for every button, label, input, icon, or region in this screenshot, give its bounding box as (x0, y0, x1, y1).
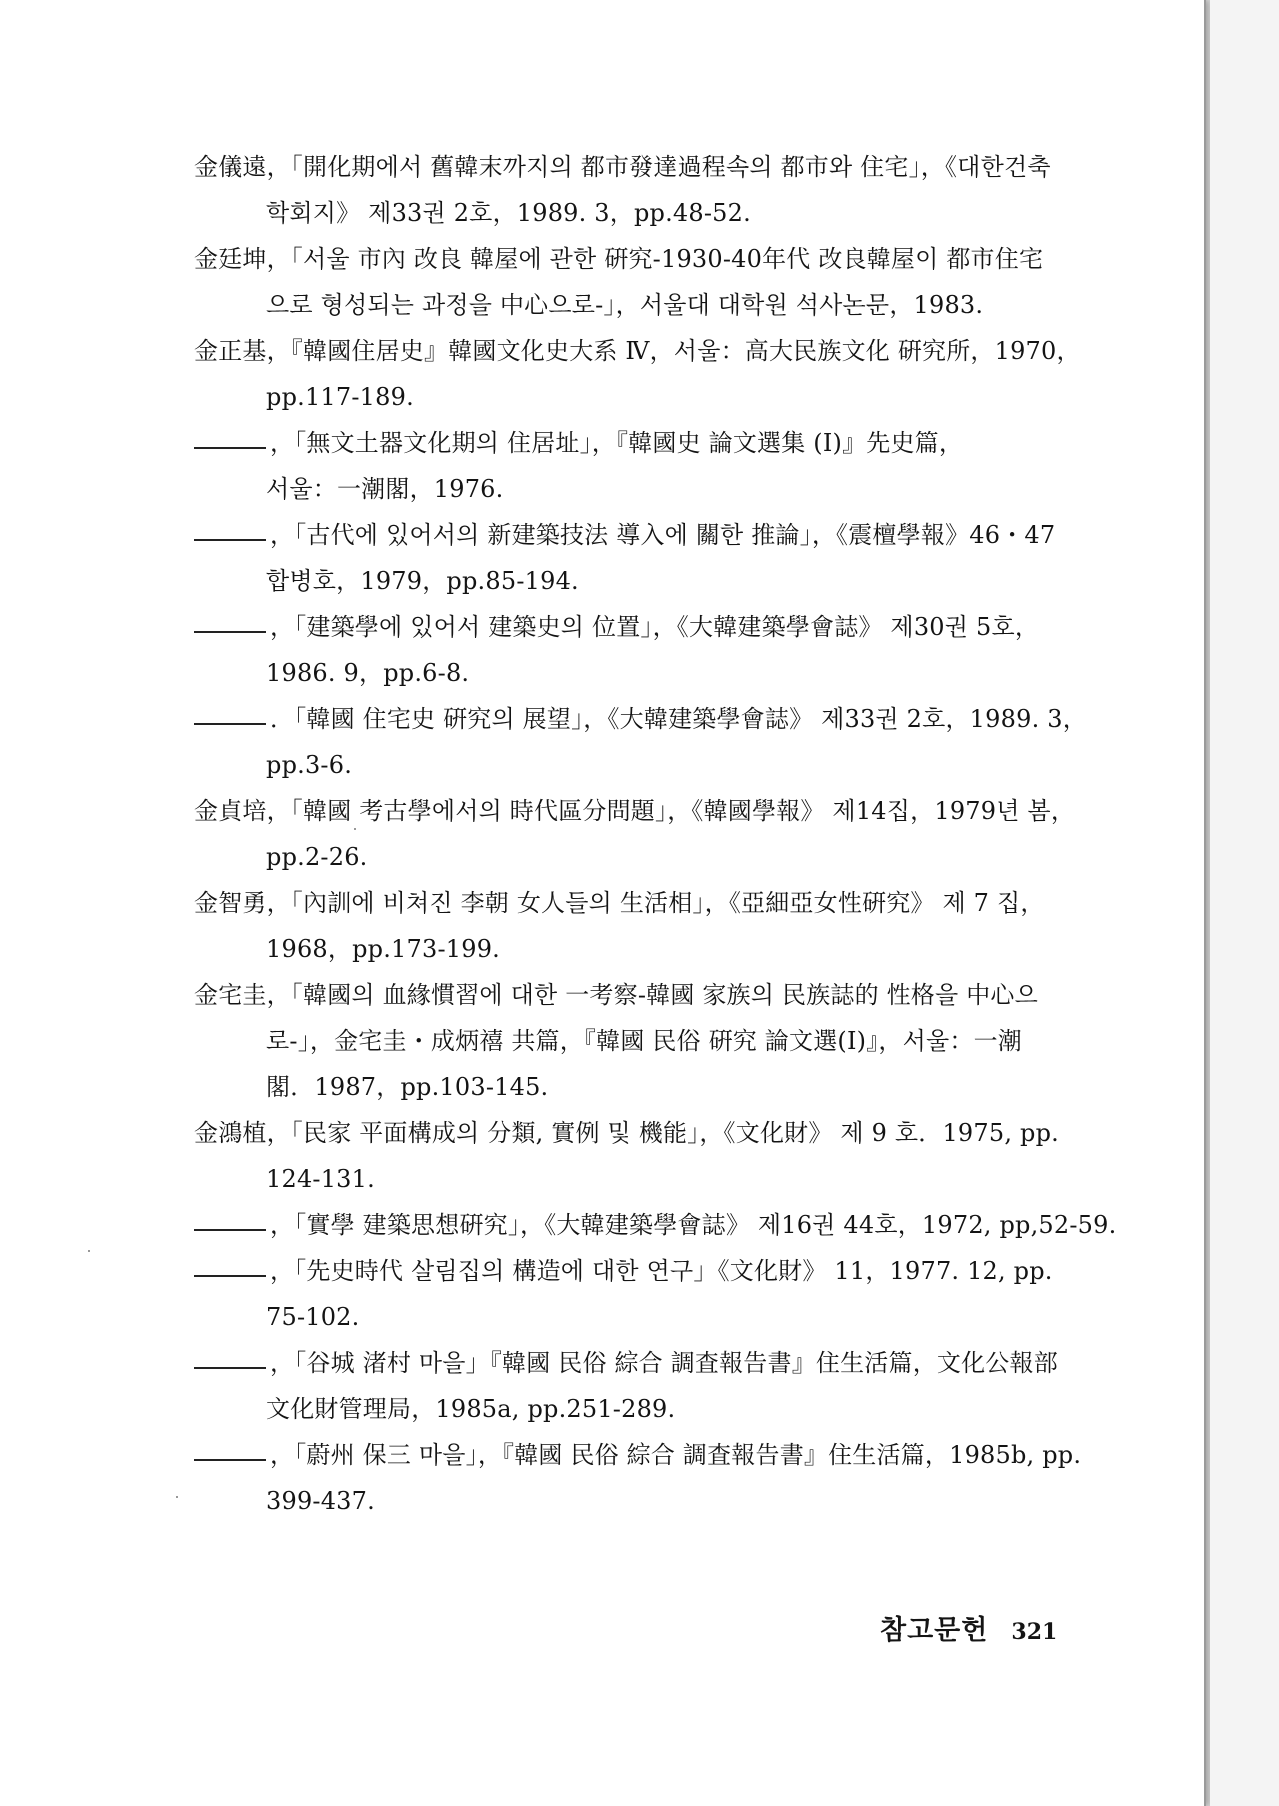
reference-line: ，「建築學에 있어서 建築史의 位置」，《大韓建築學會誌》 제30권 5호， (270, 613, 1040, 641)
reference-line: 학회지》 제33권 2호，1989. 3，pp.48-52. (266, 199, 751, 227)
reference-line: pp.3-6. (266, 751, 353, 779)
reference-line: ，「古代에 있어서의 新建築技法 導入에 關한 推論」，《震檀學報》46・47 (270, 521, 1056, 549)
same-author-dash (194, 1458, 266, 1461)
reference-line: 金宅圭，「韓國의 血緣慣習에 대한 一考察-韓國 家族의 民族誌的 性格을 中心으 (194, 981, 1038, 1009)
scan-speck (88, 1250, 90, 1252)
same-author-dash (194, 538, 266, 541)
reference-entry (194, 1248, 1104, 1340)
reference-line: 金智勇，「內訓에 비쳐진 李朝 女人들의 生活相」，《亞細亞女性硏究》 제 7 집， (194, 889, 1045, 917)
reference-line: ，「蔚州 保三 마을」，『韓國 民俗 綜合 調査報告書』住生活篇，1985b, pp. (270, 1441, 1082, 1469)
reference-line: 로-」，金宅圭・成炳禧 共篇，『韓國 民俗 硏究 論文選(Ⅰ)』，서울：一潮 (266, 1027, 1022, 1055)
reference-entry (194, 1202, 1117, 1248)
reference-line: 1986. 9，pp.6-8. (266, 659, 470, 687)
reference-line: 文化財管理局，1985a, pp.251-289. (266, 1395, 676, 1423)
page-footer (880, 1608, 1057, 1647)
reference-entry (194, 512, 1104, 604)
same-author-dash (194, 1366, 266, 1369)
reference-entry (194, 1110, 1104, 1202)
reference-line: 金貞培，「韓國 考古學에서의 時代區分問題」，《韓國學報》 제14집，1979년 봄， (194, 797, 1076, 825)
same-author-dash (194, 630, 266, 633)
reference-entry (194, 788, 1104, 880)
reference-line: 399-437. (266, 1487, 375, 1515)
reference-entry (194, 144, 1104, 236)
reference-line: 金正基，『韓國住居史』韓國文化史大系 Ⅳ，서울：高大民族文化 硏究所，1970， (194, 337, 1081, 365)
same-author-dash (194, 1228, 266, 1231)
reference-line: 金鴻植，「民家 平面構成의 分類, 實例 및 機能」，《文化財》 제 9 호．1975, pp. (194, 1119, 1059, 1147)
reference-line: ．「韓國 住宅史 硏究의 展望」，《大韓建築學會誌》 제33권 2호，1989. 3， (270, 705, 1087, 733)
reference-entry (194, 604, 1104, 696)
reference-line: pp.2-26. (266, 843, 368, 871)
scan-speck (176, 1496, 178, 1498)
reference-line: 1968，pp.173-199. (266, 935, 500, 963)
reference-line: 75-102. (266, 1303, 360, 1331)
reference-entry (194, 1432, 1104, 1524)
page-number: 321 (1011, 1619, 1058, 1645)
reference-line: 으로 형성되는 과정을 中心으로-」，서울대 대학원 석사논문，1983. (266, 291, 984, 319)
reference-line: ，「先史時代 살림집의 構造에 대한 연구」《文化財》 11，1977. 12, pp. (270, 1257, 1053, 1285)
reference-entry (194, 236, 1104, 328)
reference-entry (194, 696, 1104, 788)
reference-line: ，「谷城 渚村 마을」『韓國 民俗 綜合 調査報告書』住生活篇，文化公報部 (270, 1349, 1058, 1377)
reference-entry (194, 880, 1104, 972)
same-author-dash (194, 722, 266, 725)
reference-entry (194, 420, 1104, 512)
same-author-dash (194, 446, 266, 449)
reference-line: ，「實學 建築思想硏究」，《大韓建築學會誌》 제16권 44호，1972, pp,52-59. (270, 1211, 1117, 1239)
reference-line: 金廷坤，「서울 市內 改良 韓屋에 관한 硏究-1930-40年代 改良韓屋이 都市住宅 (194, 245, 1044, 273)
reference-entry (194, 1340, 1104, 1432)
reference-line: 124-131. (266, 1165, 375, 1193)
reference-line: pp.117-189. (266, 383, 414, 411)
reference-line: 閣．1987，pp.103-145. (266, 1073, 549, 1101)
reference-list (194, 144, 1117, 1524)
section-title: 참고문헌 (880, 1615, 989, 1646)
reference-line: 서울：一潮閣，1976. (266, 475, 504, 503)
reference-entry (194, 972, 1104, 1110)
reference-line: 합병호，1979，pp.85-194. (266, 567, 579, 595)
scan-speck (354, 828, 356, 830)
reference-line: ，「無文土器文化期의 住居址」，『韓國史 論文選集 (I)』先史篇， (270, 429, 964, 457)
viewer-gutter (1210, 0, 1279, 1806)
reference-line: 金儀遠，「開化期에서 舊韓末까지의 都市發達過程속의 都市와 住宅」，《대한건축 (194, 153, 1051, 181)
same-author-dash (194, 1274, 266, 1277)
reference-entry (194, 328, 1104, 420)
